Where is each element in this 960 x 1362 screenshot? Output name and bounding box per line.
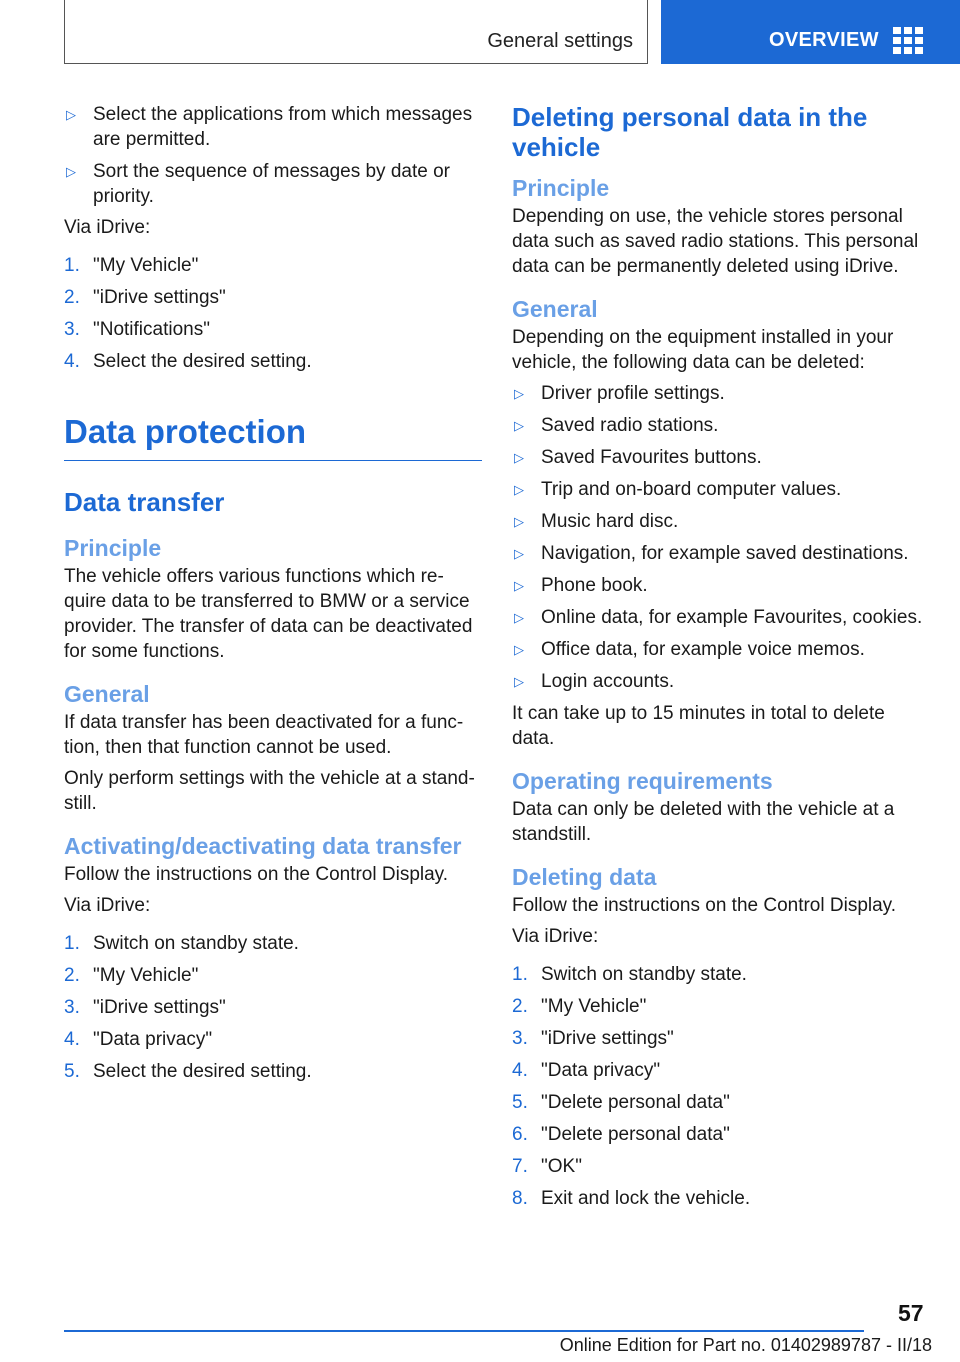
general-text-1: If data transfer has been deactivated for a func‐tion, then that function cannot be used.: [64, 712, 464, 758]
list-item: 6. "Delete personal data": [512, 1124, 730, 1145]
deletion-time-text: It can take up to 15 minutes in total to delete data.: [512, 703, 885, 749]
activate-text: Follow the instructions on the Control Display.: [64, 864, 449, 885]
general-heading: General: [64, 681, 150, 707]
triangle-bullet-icon: ▷: [66, 107, 76, 122]
principle-text: The vehicle offers various functions which re‐quire data to be transferred to BMW or a service provider. The transfer of data can be deactivated for some functions.: [64, 566, 473, 662]
triangle-bullet-icon: ▷: [514, 386, 524, 401]
list-item: 1. "My Vehicle": [64, 255, 199, 276]
list-item: ▷ Phone book.: [514, 575, 648, 596]
list-item: ▷ Saved radio stations.: [514, 415, 719, 436]
deleting-data-text: Follow the instructions on the Control Display.: [512, 895, 897, 916]
grid-icon: [893, 27, 923, 53]
list-item: 5. "Delete personal data": [512, 1092, 730, 1113]
list-item: 2. "My Vehicle": [64, 965, 199, 986]
list-item: 5. Select the desired setting.: [64, 1061, 312, 1082]
list-item: 2. "My Vehicle": [512, 996, 647, 1017]
list-item: ▷ Driver profile settings.: [514, 383, 725, 404]
list-item: ▷ Online data, for example Favourites, cookies.: [514, 607, 923, 628]
list-item: 3. "iDrive settings": [64, 997, 226, 1018]
list-item: ▷ Trip and on-board computer values.: [514, 479, 842, 500]
footer-divider: [64, 1330, 864, 1332]
header-section-box: [64, 0, 648, 64]
list-item: 3. "Notifications": [64, 319, 210, 340]
list-item: 3. "iDrive settings": [512, 1028, 674, 1049]
list-item: 2. "iDrive settings": [64, 287, 226, 308]
steps-list-2: [64, 931, 482, 1084]
triangle-bullet-icon: ▷: [514, 610, 524, 625]
edition-text: Online Edition for Part no. 01402989787 - II/18: [559, 1335, 932, 1355]
page-number: 57: [898, 1300, 924, 1326]
list-item: 4. "Data privacy": [64, 1029, 213, 1050]
deleting-data-heading: Deleting data: [512, 864, 657, 890]
list-item: ▷ Sort the sequence of messages by date or priority.: [66, 161, 450, 207]
operating-requirements-text: Data can only be deleted with the vehicle at a standstill.: [512, 799, 895, 845]
right-column: [512, 102, 932, 1218]
via-idrive-label: Via iDrive:: [512, 926, 599, 947]
list-item: ▷ Navigation, for example saved destinations.: [514, 543, 909, 564]
triangle-bullet-icon: ▷: [514, 546, 524, 561]
list-item: ▷ Select the applications from which messages are permitted.: [66, 104, 473, 150]
bullet-list-top: [64, 102, 482, 209]
triangle-bullet-icon: ▷: [514, 418, 524, 433]
deletable-data-list: [512, 381, 932, 694]
general-text: Depending on the equipment installed in your vehicle, the following data can be deleted:: [512, 327, 894, 373]
subsection-heading: Deleting personal data in the vehicle: [512, 102, 868, 162]
list-item: ▷ Music hard disc.: [514, 511, 679, 532]
list-item: 7. "OK": [512, 1156, 582, 1177]
triangle-bullet-icon: ▷: [514, 482, 524, 497]
list-item: 4. Select the desired setting.: [64, 351, 312, 372]
triangle-bullet-icon: ▷: [514, 642, 524, 657]
operating-requirements-heading: Operating requirements: [512, 768, 773, 794]
principle-heading: Principle: [64, 535, 162, 561]
general-heading: General: [512, 296, 598, 322]
triangle-bullet-icon: ▷: [514, 450, 524, 465]
principle-text: Depending on use, the vehicle stores personal data such as saved radio stations. This personal data can be permanently deleted using iDrive.: [512, 206, 919, 277]
delete-steps-list: [512, 962, 932, 1211]
list-item: ▷ Saved Favourites buttons.: [514, 447, 762, 468]
list-item: 4. "Data privacy": [512, 1060, 661, 1081]
header-section-title: General settings: [487, 30, 633, 52]
subsection-heading: Data transfer: [64, 487, 225, 517]
steps-list-1: [64, 253, 482, 374]
triangle-bullet-icon: ▷: [514, 578, 524, 593]
left-column: [64, 102, 482, 1091]
activate-heading: Activating/deactivating data transfer: [64, 833, 462, 859]
general-text-2: Only perform settings with the vehicle at a stand‐still.: [64, 768, 475, 814]
triangle-bullet-icon: ▷: [514, 514, 524, 529]
list-item: ▷ Login accounts.: [514, 671, 675, 692]
overview-label: OVERVIEW: [769, 29, 879, 51]
list-item: ▷ Office data, for example voice memos.: [514, 639, 865, 660]
triangle-bullet-icon: ▷: [514, 674, 524, 689]
via-idrive-label: Via iDrive:: [64, 895, 151, 916]
principle-heading: Principle: [512, 175, 610, 201]
overview-button[interactable]: [661, 0, 960, 64]
section-heading: Data protection: [64, 412, 482, 461]
list-item: 8. Exit and lock the vehicle.: [512, 1188, 751, 1209]
list-item: 1. Switch on standby state.: [512, 964, 747, 985]
triangle-bullet-icon: ▷: [66, 164, 76, 179]
list-item: 1. Switch on standby state.: [64, 933, 299, 954]
via-idrive-label: Via iDrive:: [64, 217, 151, 238]
